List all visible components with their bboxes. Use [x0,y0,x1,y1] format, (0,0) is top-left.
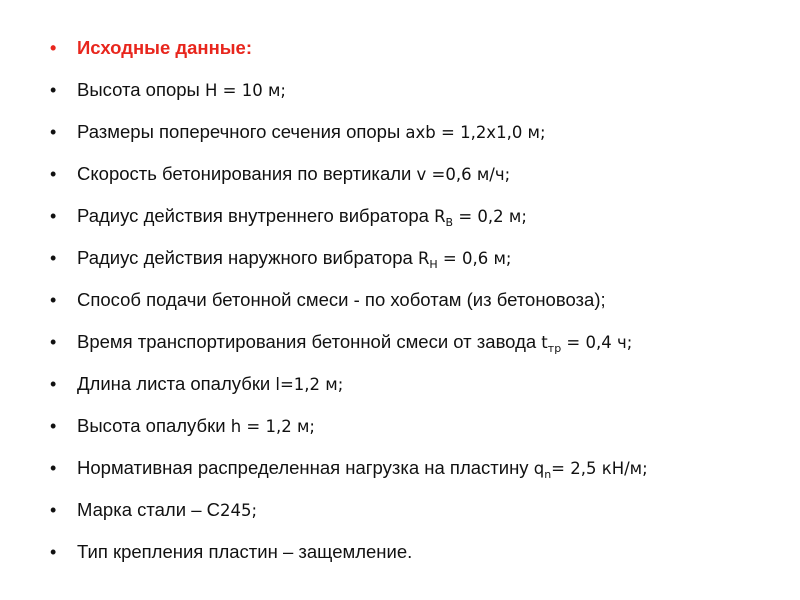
bullet: • [50,416,57,436]
list-item-supply-method [0,282,800,324]
item-text: Размеры поперечного сечения опоры [77,121,406,142]
list-heading [0,30,800,72]
formula-symbol: t [541,333,548,352]
formula-value: = 0,2 м; [453,207,527,226]
item-formula: v =0,6 м/ч; [416,165,511,184]
list-item-steel-grade [0,492,800,534]
formula-symbol: R [434,207,446,226]
bullet: • [50,122,57,142]
item-text: Способ подачи бетонной смеси - по хоботам (из бетоновоза); [77,289,606,310]
list-item-outer-vibrator [0,240,800,282]
item-formula: l=1,2 м; [275,375,344,394]
item-text: Высота опалубки [77,415,231,436]
item-formula [417,249,512,271]
list-item-cross-section [0,114,800,156]
formula-value: = 0,6 м; [437,249,512,268]
item-text: Радиус действия наружного вибратора [77,247,418,268]
item-text: Радиус действия внутреннего вибратора [77,205,435,226]
formula-subscript: Н [429,258,438,271]
bullet: • [50,458,57,478]
bullet: • [50,332,57,352]
list-item-inner-vibrator [0,198,800,240]
list-item-concreting-speed [0,156,800,198]
item-text: Длина листа опалубки [77,373,276,394]
list-item-fixing-type [0,534,800,576]
heading-text: Исходные данные: [77,37,253,58]
bullet: • [50,248,57,268]
formula-symbol: q [533,459,545,478]
bullet: • [50,38,57,58]
bullet: • [50,164,57,184]
formula-subscript: В [445,216,454,229]
item-formula: axb = 1,2х1,0 м; [405,123,546,142]
formula-symbol: R [417,249,430,268]
bullet: • [50,500,57,520]
list-item-formwork-height [0,408,800,450]
item-text: Тип крепления пластин – защемление. [77,541,413,562]
bullet: • [50,542,57,562]
bullet: • [50,80,57,100]
item-text: Нормативная распределенная нагрузка на пластину [77,457,534,478]
item-text: Время транспортирования бетонной смеси от завода [77,331,542,352]
item-formula: h = 1,2 м; [230,417,315,436]
list-item-sheet-length [0,366,800,408]
bullet: • [50,290,57,310]
formula-value: = 0,4 ч; [561,333,633,352]
item-formula [541,333,633,355]
item-formula [533,459,648,481]
item-text: Марка стали – С [77,499,220,520]
formula-value: = 2,5 кН/м; [551,459,648,478]
item-formula [434,207,527,229]
item-formula: 245; [220,501,258,520]
bullet: • [50,374,57,394]
item-text: Высота опоры [77,79,205,100]
formula-subscript: тр [547,342,562,355]
source-data-list [0,30,800,576]
item-text: Скорость бетонирования по вертикали [77,163,417,184]
item-formula: H = 10 м; [205,81,286,100]
list-item-support-height [0,72,800,114]
list-item-normative-load [0,450,800,492]
bullet: • [50,206,57,226]
formula-subscript: n [544,468,552,481]
list-item-transport-time [0,324,800,366]
